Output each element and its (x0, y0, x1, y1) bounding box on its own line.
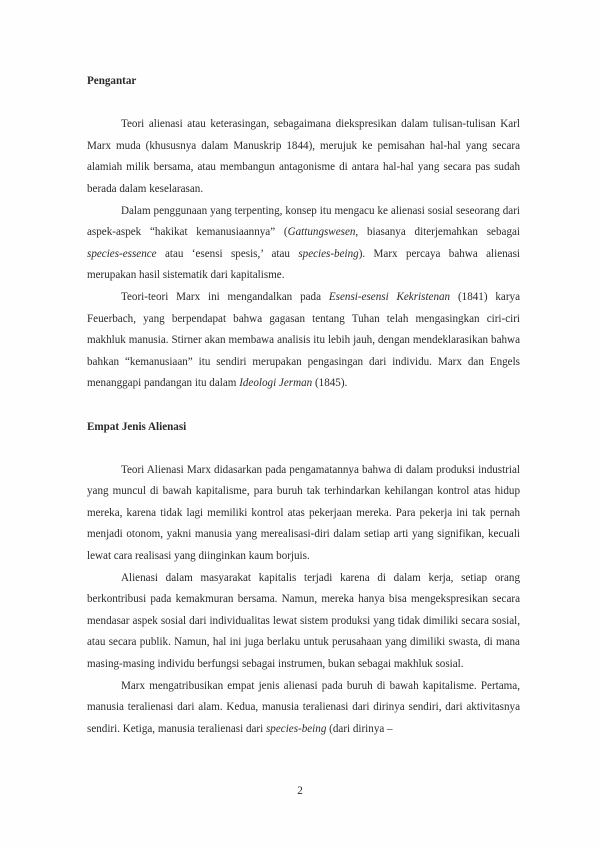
section-body-pengantar (87, 114, 520, 395)
italic-text-run: Gattungswesen (287, 226, 356, 239)
italic-text-run: species-essence (87, 247, 157, 260)
paragraph (87, 568, 520, 676)
text-run: , biasanya diterjemahkan sebagai (355, 226, 520, 239)
text-run: Alienasi dalam masyarakat kapitalis terjadi karena di dalam kerja, setiap orang berkontribusi pada kemakmuran bersama. Namun, mereka hanya bisa mengekspresikan secara mendasar aspek sosial dari individualitas lewat sistem produksi yang tidak dimiliki secara sosial, atau secara publik. Namun, hal ini juga berlaku untuk perusahaan yang dimiliki swasta, di mana masing-masing individu berfungsi sebagai instrumen, bukan sebagai makhluk sosial. (87, 571, 520, 671)
text-run: (dari dirinya – (326, 722, 393, 735)
paragraph (87, 201, 520, 287)
page-number: 2 (297, 785, 303, 797)
italic-text-run: species-being (265, 722, 327, 735)
text-run: Dalam penggunaan yang terpenting, konsep itu mengacu ke alienasi sosial seseorang dari aspek-aspek “hakikat kemanusiaannya” ( (87, 204, 520, 239)
paragraph (87, 114, 520, 200)
text-run: (1841) karya Feuerbach, yang berpendapat bahwa gagasan tentang Tuhan telah mengasingkan ciri-ciri makhluk manusia. Stirner akan membawa analisis itu lebih jauh, dengan mendeklarasikan bahwa bahkan “kemanusiaan” itu sendiri merupakan pengasingan dari individu. Marx dan Engels menanggapi pandangan itu dalam (87, 290, 521, 390)
italic-text-run: species-being (298, 247, 359, 260)
text-run: ). Marx percaya bahwa alienasi merupakan hasil sistematik dari kapitalisme. (87, 247, 520, 282)
section-heading-empat-jenis-alienasi: Empat Jenis Alienasi (87, 420, 187, 433)
section-heading-pengantar: Pengantar (87, 75, 137, 87)
italic-text-run: Ideologi Jerman (239, 377, 313, 390)
page-content (87, 71, 520, 740)
section-body-empat-jenis-alienasi (87, 460, 520, 741)
text-run: Marx mengatribusikan empat jenis alienasi pada buruh di bawah kapitalisme. Pertama, manusia teralienasi dari alam. Kedua, manusia teralienasi dari dirinya sendiri, dari aktivitasnya sendiri. Ketiga, manusia teralienasi dari (87, 679, 520, 735)
paragraph (87, 676, 520, 741)
italic-text-run: Esensi-esensi Kekristenan (328, 290, 451, 303)
paragraph (87, 460, 520, 568)
text-run: atau ‘esensi spesis,’ atau (156, 247, 299, 260)
text-run: Teori-teori Marx ini mengandalkan pada (121, 290, 329, 303)
paragraph (87, 287, 520, 395)
section-gap (87, 395, 520, 417)
text-run: Teori Alienasi Marx didasarkan pada pengamatannya bahwa di dalam produksi industrial yang muncul di bawah kapitalisme, para buruh tak terhindarkan kehilangan kontrol atas hidup mereka, karena tidak lagi memiliki kontrol atas pekerjaan mereka. Para pekerja ini tak pernah menjadi otonom, yakni manusia yang merealisasi-diri dalam setiap arti yang signifikan, kecuali lewat cara realisasi yang diinginkan kaum borjuis. (87, 463, 520, 563)
text-run: Teori alienasi atau keterasingan, sebagaimana diekspresikan dalam tulisan-tulisan Karl Marx muda (khususnya dalam Manuskrip 1844), merujuk ke pemisahan hal-hal yang secara alamiah milik bersama, atau membangun antagonisme di antara hal-hal yang secara pas sudah berada dalam keselarasan. (87, 118, 520, 195)
text-run: (1845). (312, 377, 348, 390)
